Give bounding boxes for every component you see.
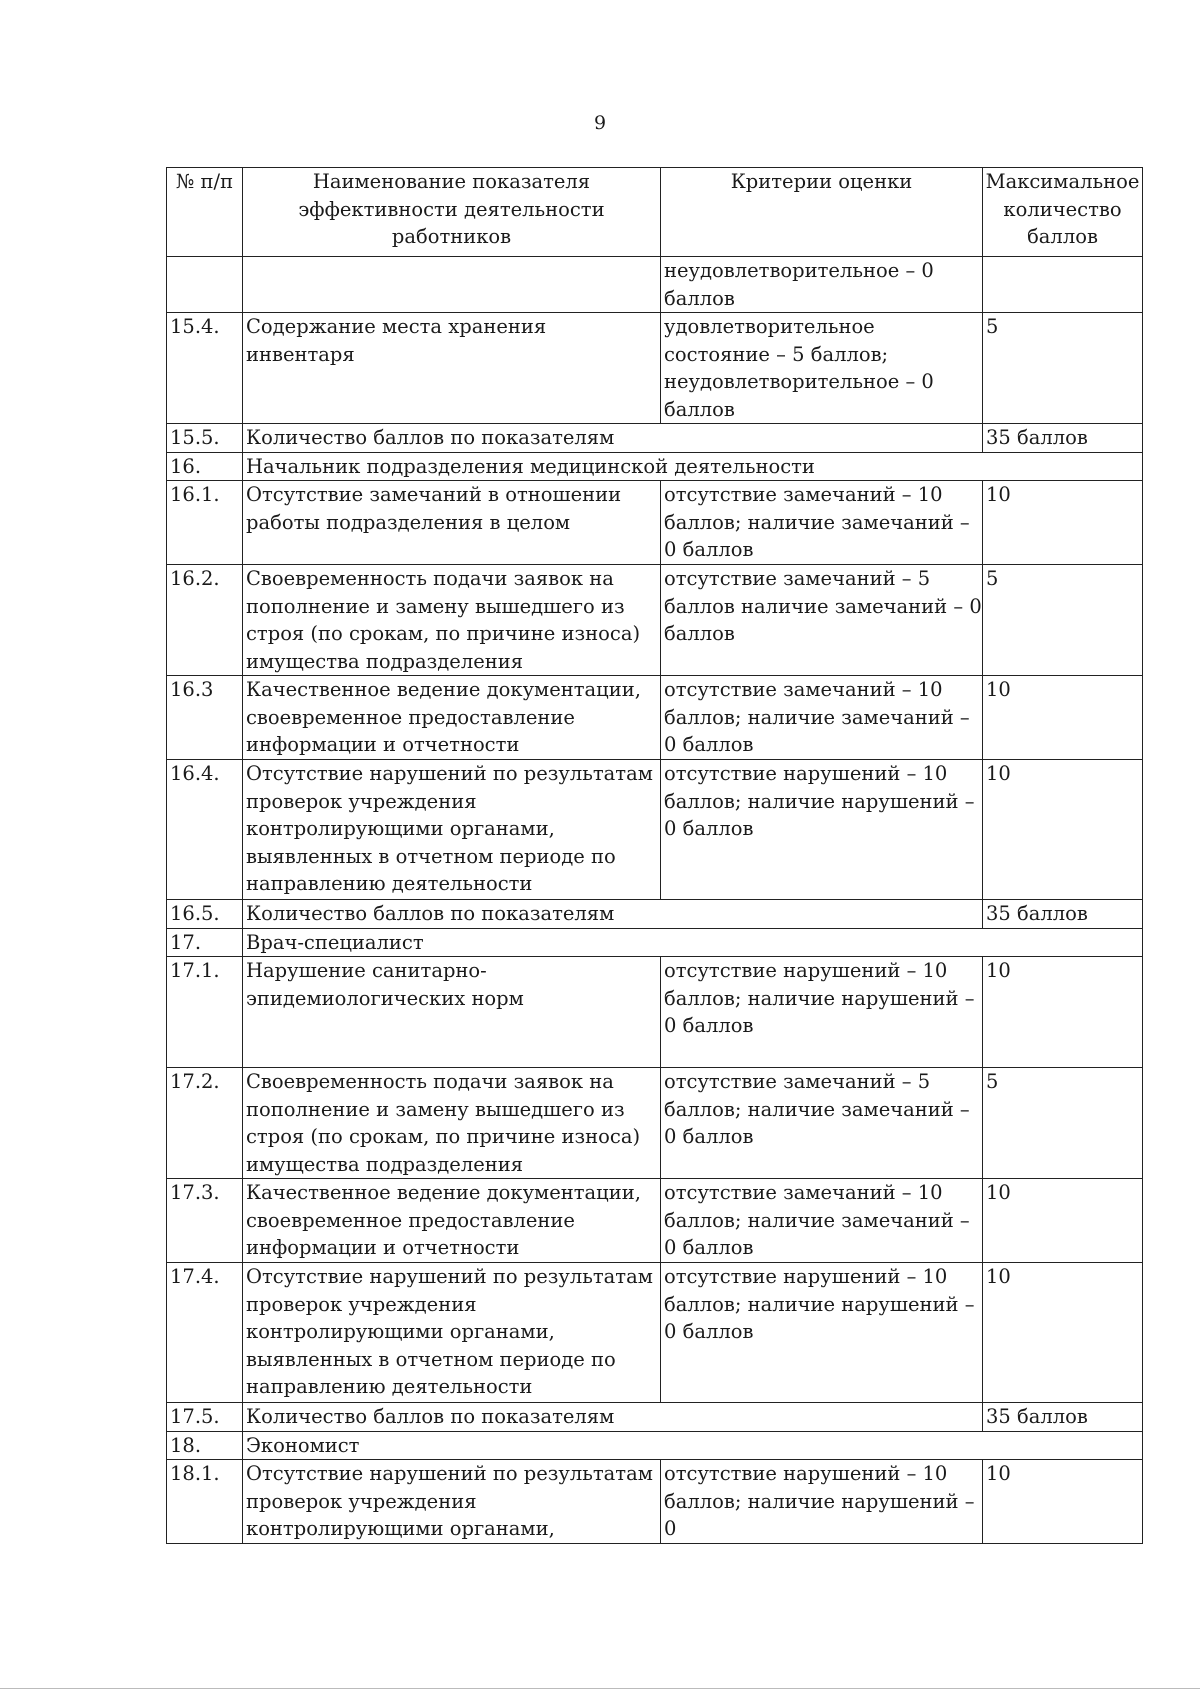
table-header-row: [167, 168, 1143, 257]
header-name: Наименование показателя эффективности деятельности работников: [243, 168, 661, 257]
table-row: [167, 1179, 1143, 1263]
table-row: [167, 928, 1143, 957]
table-row: [167, 1431, 1143, 1460]
indicator-name: Качественное ведение документации, своевременное предоставление информации и отчетности: [243, 676, 661, 760]
max-score: 10: [983, 676, 1143, 760]
row-number: 16.3: [167, 676, 243, 760]
indicator-name: Отсутствие нарушений по результатам проверок учреждения контролирующими органами,: [243, 1460, 661, 1544]
indicator-name: Содержание места хранения инвентаря: [243, 313, 661, 424]
row-number: 16.2.: [167, 565, 243, 676]
row-number: 17.5.: [167, 1403, 243, 1432]
row-number: 17.2.: [167, 1068, 243, 1179]
evaluation-criteria: отсутствие нарушений – 10 баллов; наличие нарушений – 0: [661, 1460, 983, 1544]
row-number: 16.4.: [167, 760, 243, 900]
evaluation-criteria: неудовлетворительное – 0 баллов: [661, 257, 983, 313]
max-score: 10: [983, 1263, 1143, 1403]
total-score: 35 баллов: [983, 424, 1143, 453]
indicator-name: Отсутствие нарушений по результатам проверок учреждения контролирующими органами, выявленных в отчетном периоде по направлению деятельности: [243, 1263, 661, 1403]
header-criteria: Критерии оценки: [661, 168, 983, 257]
evaluation-criteria: отсутствие замечаний – 5 баллов наличие замечаний – 0 баллов: [661, 565, 983, 676]
row-number: 17.: [167, 928, 243, 957]
row-number: 15.4.: [167, 313, 243, 424]
max-score: 10: [983, 481, 1143, 565]
evaluation-criteria: отсутствие нарушений – 10 баллов; наличие нарушений – 0 баллов: [661, 1263, 983, 1403]
row-number: 15.5.: [167, 424, 243, 453]
indicator-name: Отсутствие нарушений по результатам проверок учреждения контролирующими органами, выявленных в отчетном периоде по направлению деятельности: [243, 760, 661, 900]
row-number: 17.1.: [167, 957, 243, 1068]
table-row: [167, 900, 1143, 929]
table-row: [167, 760, 1143, 900]
criteria-table: [166, 167, 1143, 1544]
page-number: 9: [593, 112, 607, 134]
indicator-name: Отсутствие замечаний в отношении работы подразделения в целом: [243, 481, 661, 565]
table-row: [167, 424, 1143, 453]
row-number: 17.3.: [167, 1179, 243, 1263]
indicator-name: Качественное ведение документации, своевременное предоставление информации и отчетности: [243, 1179, 661, 1263]
evaluation-criteria: удовлетворительное состояние – 5 баллов; неудовлетворительное – 0 баллов: [661, 313, 983, 424]
row-number: 17.4.: [167, 1263, 243, 1403]
evaluation-criteria: отсутствие замечаний – 5 баллов; наличие замечаний – 0 баллов: [661, 1068, 983, 1179]
max-score: 5: [983, 1068, 1143, 1179]
table-row: [167, 1403, 1143, 1432]
indicator-name: [243, 257, 661, 313]
total-label: Количество баллов по показателям: [243, 1403, 983, 1432]
header-num: № п/п: [167, 168, 243, 257]
total-score: 35 баллов: [983, 1403, 1143, 1432]
total-score: 35 баллов: [983, 900, 1143, 929]
evaluation-criteria: отсутствие замечаний – 10 баллов; наличие замечаний – 0 баллов: [661, 676, 983, 760]
max-score: 5: [983, 313, 1143, 424]
max-score: 10: [983, 760, 1143, 900]
row-number: [167, 257, 243, 313]
max-score: 10: [983, 957, 1143, 1068]
row-number: 18.1.: [167, 1460, 243, 1544]
max-score: [983, 257, 1143, 313]
evaluation-criteria: отсутствие нарушений – 10 баллов; наличие нарушений – 0 баллов: [661, 957, 983, 1068]
table-row: [167, 452, 1143, 481]
table-row: [167, 957, 1143, 1068]
row-number: 16.5.: [167, 900, 243, 929]
max-score: 10: [983, 1460, 1143, 1544]
row-number: 16.: [167, 452, 243, 481]
table-row: [167, 1460, 1143, 1544]
table-row: [167, 1263, 1143, 1403]
scan-edge-line: [0, 1688, 1200, 1689]
section-title: Начальник подразделения медицинской деятельности: [243, 452, 1143, 481]
table-row: [167, 676, 1143, 760]
max-score: 10: [983, 1179, 1143, 1263]
table-row: [167, 565, 1143, 676]
max-score: 5: [983, 565, 1143, 676]
table-row: [167, 257, 1143, 313]
indicator-name: Нарушение санитарно-эпидемиологических норм: [243, 957, 661, 1068]
total-label: Количество баллов по показателям: [243, 424, 983, 453]
row-number: 18.: [167, 1431, 243, 1460]
table-row: [167, 1068, 1143, 1179]
indicator-name: Своевременность подачи заявок на пополнение и замену вышедшего из строя (по срокам, по причине износа) имущества подразделения: [243, 1068, 661, 1179]
section-title: Экономист: [243, 1431, 1143, 1460]
table-row: [167, 481, 1143, 565]
header-max: Максимальное количество баллов: [983, 168, 1143, 257]
total-label: Количество баллов по показателям: [243, 900, 983, 929]
table-body: [167, 257, 1143, 1544]
indicator-name: Своевременность подачи заявок на пополнение и замену вышедшего из строя (по срокам, по причине износа) имущества подразделения: [243, 565, 661, 676]
evaluation-criteria: отсутствие нарушений – 10 баллов; наличие нарушений – 0 баллов: [661, 760, 983, 900]
evaluation-criteria: отсутствие замечаний – 10 баллов; наличие замечаний – 0 баллов: [661, 481, 983, 565]
table-row: [167, 313, 1143, 424]
evaluation-criteria: отсутствие замечаний – 10 баллов; наличие замечаний – 0 баллов: [661, 1179, 983, 1263]
row-number: 16.1.: [167, 481, 243, 565]
section-title: Врач-специалист: [243, 928, 1143, 957]
